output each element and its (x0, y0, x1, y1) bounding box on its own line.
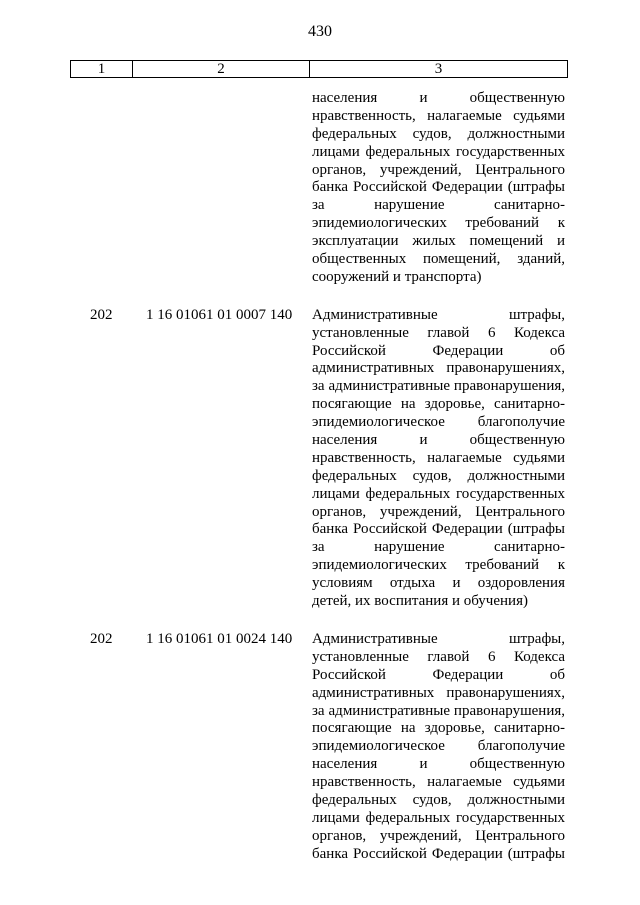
header-col-1: 1 (71, 61, 133, 77)
description-line: за нарушение санитарно- (312, 197, 565, 214)
description (312, 90, 565, 287)
header-col-3: 3 (434, 61, 443, 77)
description-line: за административные правонарушения, (312, 702, 565, 719)
page-number: 430 (308, 23, 332, 40)
description-line: лицами федеральных государственных (312, 485, 565, 502)
description-line: административных правонарушениях, (312, 684, 565, 701)
description-line: общественных помещений, зданий, (312, 251, 565, 268)
description-line: за нарушение санитарно- (312, 539, 565, 556)
description-line: Российской Федерации об (312, 666, 565, 683)
description-line: Административные штрафы, (312, 630, 565, 647)
description-line: лицами федеральных государственных (312, 143, 565, 160)
description-line: банка Российской Федерации (штрафы (312, 845, 565, 862)
description-line: условиям отдыха и оздоровления (312, 575, 565, 592)
table-row (0, 307, 640, 611)
description (312, 307, 565, 611)
description-line: сооружений и транспорта) (312, 268, 482, 285)
description-line: населения и общественную (312, 432, 565, 449)
description-line: Российской Федерации об (312, 342, 565, 359)
description-line: федеральных судов, должностными (312, 125, 565, 142)
description-line: эксплуатации жилых помещений и (312, 233, 565, 250)
description-line: нравственность, налагаемые судьями (312, 449, 565, 466)
description-line: за административные правонарушения, (312, 378, 565, 395)
description-line: нравственность, налагаемые судьями (312, 107, 565, 124)
description (312, 631, 565, 864)
description-line: населения и общественную (312, 756, 565, 773)
description-line: банка Российской Федерации (штрафы (312, 521, 565, 538)
row-number: 202 (90, 630, 113, 647)
description-line: федеральных судов, должностными (312, 791, 565, 808)
description-line: эпидемиологическое благополучие (312, 738, 565, 755)
description-line: эпидемиологических требований к (312, 215, 565, 232)
description-line: эпидемиологическое благополучие (312, 414, 565, 431)
description-line: посягающие на здоровье, санитарно- (312, 396, 565, 413)
budget-code: 1 16 01061 01 0007 140 (146, 306, 293, 323)
description-line: органов, учреждений, Центрального (312, 161, 565, 178)
description-line: посягающие на здоровье, санитарно- (312, 720, 565, 737)
table-row (0, 90, 640, 287)
description-line: населения и общественную (312, 90, 565, 106)
row-number: 202 (90, 306, 113, 323)
description-line: административных правонарушениях, (312, 360, 565, 377)
description-line: установленные главой 6 Кодекса (312, 324, 565, 341)
description-line: федеральных судов, должностными (312, 467, 565, 484)
description-line: органов, учреждений, Центрального (312, 827, 565, 844)
description-line: лицами федеральных государственных (312, 809, 565, 826)
description-line: установленные главой 6 Кодекса (312, 648, 565, 665)
budget-code: 1 16 01061 01 0024 140 (146, 630, 293, 647)
table-header (70, 60, 568, 78)
description-line: эпидемиологических требований к (312, 557, 565, 574)
description-line: нравственность, налагаемые судьями (312, 774, 565, 791)
description-line: органов, учреждений, Центрального (312, 503, 565, 520)
table-row (0, 631, 640, 864)
description-line: банка Российской Федерации (штрафы (312, 179, 565, 196)
header-col-2: 2 (133, 61, 310, 77)
description-line: детей, их воспитания и обучения) (312, 593, 528, 610)
table-body (0, 90, 640, 864)
description-line: Административные штрафы, (312, 306, 565, 323)
